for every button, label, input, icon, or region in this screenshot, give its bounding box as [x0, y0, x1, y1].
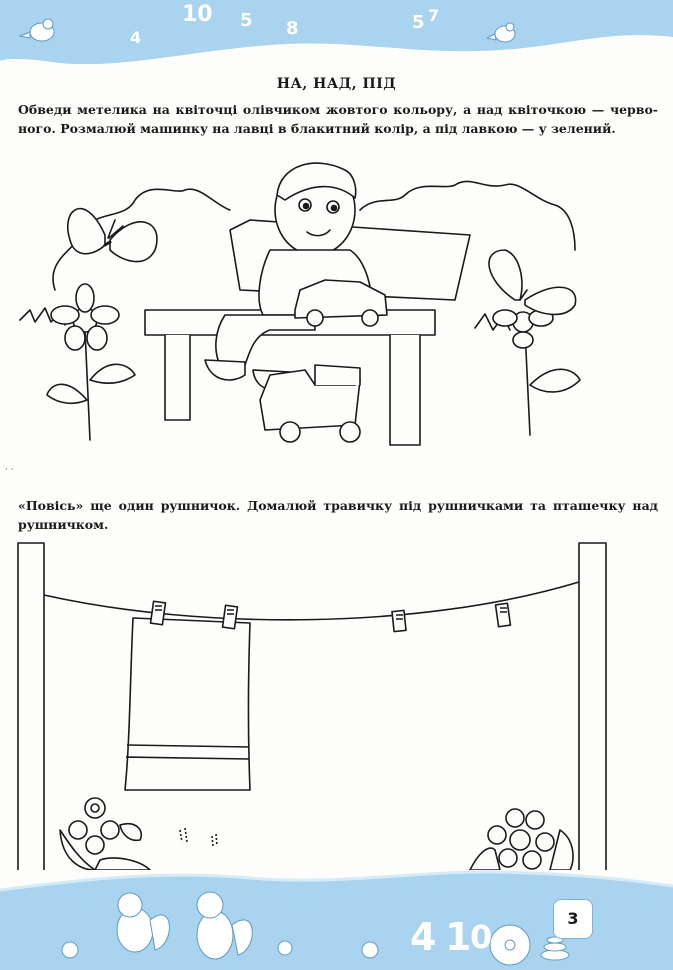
- bench-leg: [390, 335, 420, 445]
- clothespin-icon: [223, 605, 238, 628]
- decor-number: 5: [240, 10, 253, 31]
- decor-number: 4: [410, 915, 437, 959]
- boy-legs: [216, 315, 315, 365]
- clothespin-icon: [392, 610, 406, 631]
- page-mark: · ·: [5, 465, 14, 475]
- instruction-text: Обведи метелика на квіточці олівчиком жовтого кольору, а над квіточкою — черво-ного. Розмалюй машинку на лавці в блакитний колір, а під лавкою — у зелений.: [18, 102, 658, 136]
- butterfly-left: [68, 209, 157, 262]
- towel: [125, 618, 250, 790]
- decor-number: 10: [182, 2, 213, 27]
- instruction-text: «Повісь» ще один рушничок. Домалюй травичку під рушничками та пташечку над рушничком.: [18, 498, 658, 532]
- pole-right: [579, 543, 606, 870]
- cd-disc-icon: [490, 925, 530, 965]
- grass-sketch: [180, 828, 217, 846]
- page-title: НА, НАД, ПІД: [276, 76, 397, 92]
- flower-cluster-right: [470, 809, 573, 870]
- decor-number: 0: [470, 918, 493, 956]
- boy-bench-illustration: [15, 150, 585, 465]
- decor-number: 4: [130, 28, 142, 47]
- flower-left: [47, 284, 135, 440]
- bench-leg: [165, 335, 190, 420]
- page-number: 3: [553, 899, 593, 939]
- decor-number: 5: [412, 12, 425, 33]
- clothespin-icon: [496, 603, 511, 626]
- flower-right: [493, 310, 580, 435]
- pole-left: [18, 543, 44, 870]
- butterfly-right: [489, 250, 576, 314]
- clothesline-illustration: [0, 530, 673, 870]
- flower-cluster-left: [60, 798, 150, 870]
- decor-number: 1: [445, 915, 472, 959]
- decor-number: 7: [428, 6, 440, 25]
- boy-shoe: [205, 360, 245, 380]
- top-decorative-band: [0, 0, 673, 80]
- decor-number: 8: [286, 18, 299, 39]
- clothespin-icon: [151, 601, 166, 624]
